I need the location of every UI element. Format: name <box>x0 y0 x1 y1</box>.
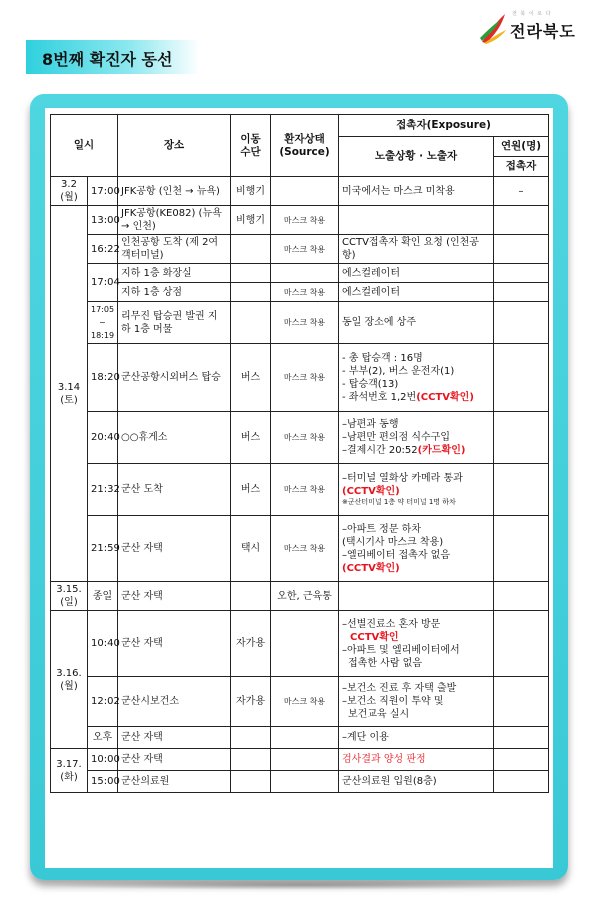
status-cell: 마스크 착용 <box>271 516 339 582</box>
status-cell: 마스크 착용 <box>271 677 339 727</box>
exposure-line: –남편만 편의점 식수구입 <box>342 432 450 443</box>
time-cell: 종일 <box>88 582 118 611</box>
status-cell: 오한, 근육통 <box>271 582 339 611</box>
time-cell: 10:40 <box>88 611 118 677</box>
place-cell: 군산시보건소 <box>118 677 231 727</box>
table-row <box>51 264 549 283</box>
place-cell: 지하 1층 화장실 <box>118 264 231 283</box>
time-cell: 21:59 <box>88 516 118 582</box>
transport-cell <box>231 283 271 302</box>
transport-cell: 버스 <box>231 412 271 464</box>
timeline-sheet <box>45 108 553 868</box>
status-cell: 마스크 착용 <box>271 206 339 235</box>
status-cell <box>271 611 339 677</box>
exposure-cell: CCTV접촉자 확인 요청 (인천공항) <box>339 235 494 264</box>
card-confirmed-label: (카드확인) <box>417 445 466 456</box>
exposure-line: - 좌석번호 1,2번(CCTV확인) <box>342 391 474 403</box>
exposure-cell <box>339 582 494 611</box>
time-cell: 13:00 <box>88 206 118 235</box>
transport-cell <box>231 302 271 344</box>
exposure-line: - 부부(2), 버스 운전자(1) <box>342 365 455 377</box>
exposure-line: –아파트 및 엘리베이터에서 <box>342 644 460 656</box>
time-cell: 20:40 <box>88 412 118 464</box>
transport-cell <box>231 771 271 793</box>
count-cell <box>494 749 549 771</box>
count-cell <box>494 727 549 749</box>
transport-cell <box>231 582 271 611</box>
exposure-line: –보건소 진료 후 자택 출발 <box>342 683 457 694</box>
exposure-cell <box>339 611 494 677</box>
table-row <box>51 302 549 344</box>
exposure-line: –선별진료소 혼자 방문 <box>342 618 441 630</box>
exposure-cell <box>339 464 494 516</box>
table-row <box>51 177 549 206</box>
header-contacts: 접촉자 <box>494 157 549 177</box>
exposure-cell: 에스컬레이터 <box>339 283 494 302</box>
date-cell: 3.2 (월) <box>51 177 88 206</box>
status-cell: 마스크 착용 <box>271 283 339 302</box>
cctv-confirmed-label: (CCTV확인) <box>342 486 400 497</box>
table-row <box>51 206 549 235</box>
count-cell <box>494 677 549 727</box>
table-row <box>51 412 549 464</box>
exposure-line: –터미널 열화상 카메라 통과 <box>342 473 463 484</box>
status-cell <box>271 264 339 283</box>
exposure-line: - 탑승객(13) <box>342 378 399 390</box>
brand-name: 전라북도 <box>510 22 576 41</box>
cctv-confirmed-label: (CCTV확인) <box>416 391 474 403</box>
count-cell <box>494 611 549 677</box>
place-cell: 군산 자택 <box>118 516 231 582</box>
transport-cell: 택시 <box>231 516 271 582</box>
positive-result-cell: 검사결과 양성 판정 <box>339 749 494 771</box>
exposure-cell <box>339 516 494 582</box>
count-cell <box>494 302 549 344</box>
table-row <box>51 235 549 264</box>
exposure-line: –아파트 정문 하차 <box>342 523 421 535</box>
cctv-confirmed-label: (CCTV확인) <box>342 562 400 574</box>
jeonbuk-logo-icon <box>478 12 508 44</box>
header-datetime: 일시 <box>51 115 118 177</box>
transport-cell <box>231 264 271 283</box>
exposure-cell: 미국에서는 마스크 미착용 <box>339 177 494 206</box>
timeline-table <box>50 114 549 793</box>
status-cell: 마스크 착용 <box>271 344 339 412</box>
place-cell: 군산의료원 <box>118 771 231 793</box>
count-cell: – <box>494 177 549 206</box>
exposure-cell <box>339 344 494 412</box>
table-row <box>51 727 549 749</box>
table-row <box>51 516 549 582</box>
status-cell: 마스크 착용 <box>271 412 339 464</box>
exposure-line: 보건교육 실시 <box>348 709 410 720</box>
exposure-cell: 에스컬레이터 <box>339 264 494 283</box>
transport-cell: 비행기 <box>231 206 271 235</box>
table-row <box>51 283 549 302</box>
count-cell <box>494 771 549 793</box>
transport-cell: 비행기 <box>231 177 271 206</box>
exposure-line: –보건소 직원이 투약 및 <box>342 696 444 707</box>
table-row <box>51 611 549 677</box>
table-row <box>51 771 549 793</box>
transport-cell: 버스 <box>231 464 271 516</box>
time-cell: 오후 <box>88 727 118 749</box>
place-cell: 리무진 탑승권 발권 지하 1층 머물 <box>118 302 231 344</box>
header-status: 환자상태 (Source) <box>271 115 339 177</box>
exposure-line: 접촉한 사람 없음 <box>348 657 422 669</box>
date-cell: 3.16. (월) <box>51 611 88 749</box>
transport-cell: 자가용 <box>231 677 271 727</box>
header-family: 연원(명) <box>494 137 549 157</box>
transport-cell: 버스 <box>231 344 271 412</box>
status-cell <box>271 749 339 771</box>
exposure-line: (택시기사 마스크 착용) <box>342 536 444 548</box>
transport-cell <box>231 727 271 749</box>
table-row <box>51 677 549 727</box>
place-cell: ○○휴게소 <box>118 412 231 464</box>
exposure-cell: 군산의료원 입원(8층) <box>339 771 494 793</box>
exposure-line: –엘리베이터 접촉자 없음 <box>342 549 450 561</box>
count-cell <box>494 264 549 283</box>
count-cell <box>494 412 549 464</box>
transport-cell <box>231 749 271 771</box>
status-cell <box>271 771 339 793</box>
status-cell: 마스크 착용 <box>271 235 339 264</box>
table-row <box>51 344 549 412</box>
place-cell: 군산 자택 <box>118 611 231 677</box>
header-exposure-detail: 노출상황 · 노출자 <box>339 137 494 177</box>
place-cell: 군산 자택 <box>118 582 231 611</box>
exposure-note: ※군산터미널 1층 약 터미널 1명 하차 <box>342 498 456 506</box>
header-place: 장소 <box>118 115 231 177</box>
place-cell: 인천공항 도착 (제 2여객터미널) <box>118 235 231 264</box>
date-cell: 3.14 (토) <box>51 206 88 582</box>
count-cell <box>494 235 549 264</box>
count-cell <box>494 464 549 516</box>
status-cell: 마스크 착용 <box>271 302 339 344</box>
place-cell: 군산 도착 <box>118 464 231 516</box>
count-cell <box>494 283 549 302</box>
exposure-cell <box>339 412 494 464</box>
count-cell <box>494 582 549 611</box>
header-transport: 이동 수단 <box>231 115 271 177</box>
time-cell: 10:00 <box>88 749 118 771</box>
page-title: 8번째 확진자 동선 <box>42 50 173 69</box>
time-cell: 12:02 <box>88 677 118 727</box>
time-cell: 16:22 <box>88 235 118 264</box>
status-cell: 마스크 착용 <box>271 464 339 516</box>
table-row <box>51 464 549 516</box>
count-cell <box>494 516 549 582</box>
status-cell <box>271 727 339 749</box>
exposure-cell <box>339 206 494 235</box>
exposure-line: - 총 탑승객 : 16명 <box>342 352 423 364</box>
header-exposure: 접촉자(Exposure) <box>339 115 549 137</box>
time-cell: 18:20 <box>88 344 118 412</box>
date-cell: 3.15. (일) <box>51 582 88 611</box>
transport-cell <box>231 235 271 264</box>
date-cell: 3.17. (화) <box>51 749 88 793</box>
count-cell <box>494 344 549 412</box>
cctv-confirmed-label: CCTV확인 <box>350 631 399 643</box>
place-cell: JFK공항(KE082) (뉴욕 → 인천) <box>118 206 231 235</box>
place-cell: 군산 자택 <box>118 727 231 749</box>
page-title-bar <box>26 40 200 74</box>
exposure-cell <box>339 677 494 727</box>
time-cell: 21:32 <box>88 464 118 516</box>
transport-cell: 자가용 <box>231 611 271 677</box>
time-cell: 17:00 <box>88 177 118 206</box>
time-cell: 15:00 <box>88 771 118 793</box>
exposure-cell: 동일 장소에 상주 <box>339 302 494 344</box>
exposure-line: –남편과 동행 <box>342 419 399 430</box>
exposure-cell: –계단 이용 <box>339 727 494 749</box>
place-cell: 지하 1층 상점 <box>118 283 231 302</box>
count-cell <box>494 206 549 235</box>
status-cell <box>271 177 339 206</box>
brand-logo <box>478 10 593 46</box>
place-cell: 군산 자택 <box>118 749 231 771</box>
time-cell: 17:05 ~ 18:19 <box>88 302 118 344</box>
table-row <box>51 749 549 771</box>
brand-tagline: 전 북 이 로 다 <box>512 11 552 17</box>
frame-shadow <box>34 880 564 890</box>
time-cell: 17:04 <box>88 264 118 302</box>
table-row <box>51 582 549 611</box>
place-cell: JFK공항 (인천 → 뉴욕) <box>118 177 231 206</box>
exposure-line: –결제시간 20:52(카드확인) <box>342 445 466 456</box>
place-cell: 군산공항시외버스 탑승 <box>118 344 231 412</box>
